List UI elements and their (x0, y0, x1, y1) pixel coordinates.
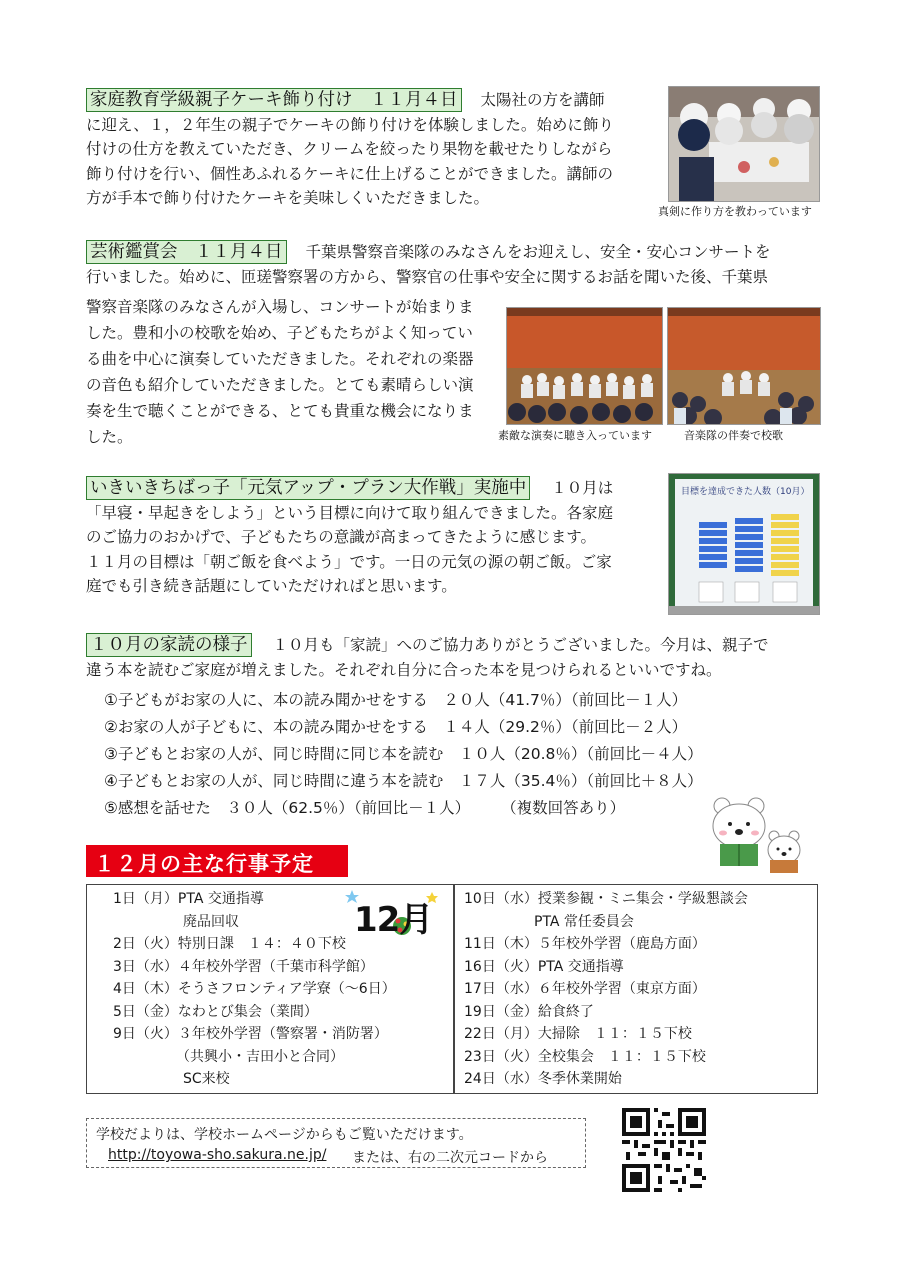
genki-lead: １０月は (551, 479, 614, 497)
art-section (86, 240, 826, 289)
schedule-item: 3日（水）４年校外学習（千葉市科学館） (113, 958, 374, 975)
december-badge-text: 12月 (354, 900, 433, 940)
schedule-item: 24日（水）冬季休業開始 (464, 1071, 622, 1087)
genki-line: １１月の目標は「朝ご飯を食べよう」です。一日の元気の源の朝ご飯。ご家 (86, 552, 612, 571)
kadoku-item: ②お家の人が子どもに、本の読み聞かせをする １４人（29.2％）（前回比－２人） (104, 718, 688, 736)
schedule-title-text: １２月の主な行事予定 (94, 852, 314, 876)
concert-caption-2: 音楽隊の伴奏で校歌 (684, 429, 783, 442)
cake-caption: 真剣に作り方を教わっています (658, 205, 812, 218)
kadoku-heading: １０月の家読の様子 (86, 633, 252, 657)
cake-section (86, 88, 661, 211)
cake-line: 付けの仕方を教えていただき、クリームを絞ったり果物を載せたりしながら (86, 140, 613, 158)
schedule-item: 16日（火）PTA 交通指導 (464, 958, 624, 975)
cake-line: 方が手本で飾り付けたケーキを美味しくいただきました。 (86, 189, 490, 207)
genki-line: 「早寝・早起きをしよう」という目標に向けて取り組んできました。各家庭 (86, 503, 614, 522)
kadoku-item: ④子どもとお家の人が、同じ時間に違う本を読む １７人（35.4％）（前回比＋８人） (104, 772, 703, 790)
art-lead: 千葉県警察音楽隊のみなさんをお迎えし、安全・安心コンサートを (305, 243, 771, 261)
schedule-divider (453, 884, 455, 1094)
cake-line: 飾り付けを行い、個性あふれるケーキに仕上げることができました。講師の (86, 164, 614, 183)
cake-lead: 太陽社の方を講師 (480, 91, 605, 109)
december-badge (340, 888, 446, 938)
art-line: の音色も紹介していただきました。とても素晴らしい演 (86, 376, 474, 394)
schedule-item: 10日（水）授業参観・ミニ集会・学級懇談会 (464, 891, 748, 907)
genki-line: のご協力のおかげで、子どもたちの意識が高まってきたように感じます。 (86, 528, 596, 546)
cake-photo (668, 86, 820, 202)
genki-section (86, 476, 661, 599)
art-line: る曲を中心に演奏していただきました。それぞれの楽器 (86, 350, 474, 368)
school-homepage-link[interactable]: http://toyowa-sho.sakura.ne.jp/ (108, 1147, 327, 1163)
art-line: 行いました。始めに、匝瑳警察署の方から、警察官の仕事や安全に関するお話を聞いた後、千葉県 (86, 267, 769, 286)
genki-poster-photo (668, 473, 820, 615)
kadoku-item: ①子どもがお家の人に、本の読み聞かせをする ２０人（41.7％）（前回比－１人） (104, 691, 688, 709)
art-heading: 芸術鑑賞会 １１月４日 (86, 240, 287, 264)
schedule-item: 4日（木）そうさフロンティア学寮（～6日） (113, 981, 396, 997)
cake-heading: 家庭教育学級親子ケーキ飾り付け １１月４日 (86, 88, 462, 112)
schedule-title (86, 845, 348, 877)
schedule-item: （共興小・吉田小と合同） (113, 1048, 344, 1065)
art-line: 警察音楽隊のみなさんが入場し、コンサートが始まりま (86, 298, 474, 316)
qr-code-icon[interactable] (622, 1108, 706, 1192)
kadoku-lead: １０月も「家読」へのご協力ありがとうございました。今月は、親子で (272, 636, 769, 654)
kadoku-item: ③子どもとお家の人が、同じ時間に同じ本を読む １０人（20.8％）（前回比－４人） (104, 745, 703, 763)
schedule-item: 19日（金）給食終了 (464, 1003, 594, 1020)
schedule-item: 17日（水）６年校外学習（東京方面） (464, 981, 706, 997)
schedule-item: 11日（木）５年校外学習（鹿島方面） (464, 936, 706, 952)
schedule-right-column (464, 888, 748, 1091)
genki-poster-title: 目標を達成できた人数（10月） (681, 487, 810, 497)
schedule-item: 23日（火）全校集会 １１：１５下校 (464, 1048, 706, 1065)
cake-line: に迎え、１，２年生の親子でケーキの飾り付けを体験しました。始めに飾り (86, 115, 614, 134)
art-body (86, 294, 501, 450)
schedule-item: PTA 常任委員会 (464, 913, 634, 930)
schedule-item: 22日（月）大掃除 １１：１５下校 (464, 1026, 692, 1042)
schedule-item: 5日（金）なわとび集会（業間） (113, 1003, 318, 1020)
art-line: した。 (86, 428, 133, 446)
schedule-item: 廃品回収 (113, 913, 239, 930)
genki-heading: いきいきちばっ子「元気アップ・プラン大作戦」実施中 (86, 476, 530, 500)
art-line: した。豊和小の校歌を始め、子どもたちがよく知ってい (86, 324, 473, 342)
genki-line: 庭でも引き続き話題にしていただければと思います。 (86, 577, 457, 595)
footer-qr-note: または、右の二次元コードから (352, 1150, 548, 1166)
art-line: 奏を生で聴くことができる、とても貴重な機会になりま (86, 402, 474, 420)
concert-caption-1: 素敵な演奏に聴き入っています (498, 429, 652, 442)
schedule-item: SC来校 (113, 1071, 230, 1087)
bear-reading-illustration (708, 796, 804, 874)
concert-photo-1 (506, 307, 663, 425)
kadoku-section (86, 633, 826, 682)
schedule-item: 9日（火）３年校外学習（警察署・消防署） (113, 1026, 388, 1042)
footer-text: 学校だよりは、学校ホームページからもご覧いただけます。 (96, 1127, 473, 1143)
schedule-item: 2日（火）特別日課 １４：４０下校 (113, 936, 346, 952)
concert-photo-2 (667, 307, 821, 425)
schedule-item: 1日（月）PTA 交通指導 (113, 891, 264, 907)
kadoku-line: 違う本を読むご家庭が増えました。それぞれ自分に合った本を見つけられるといいですね。 (86, 660, 722, 679)
kadoku-item: ⑤感想を話せた ３０人（62.5％）（前回比－１人） （複数回答あり） (104, 799, 626, 817)
